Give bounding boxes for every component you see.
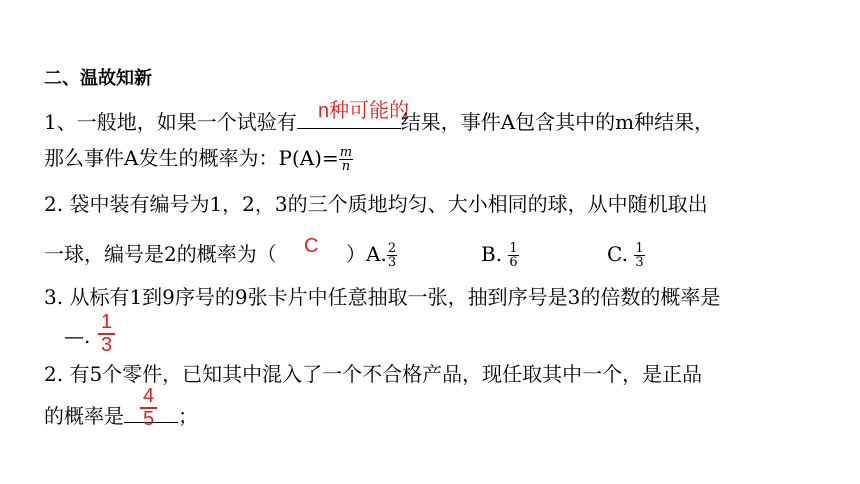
q2-a-num: 2 (387, 241, 397, 256)
q2-b-num: 1 (509, 241, 518, 256)
q2-option-b-fraction (508, 242, 518, 269)
q1-text-post: 结果，事件A包含其中的m种结果， (400, 110, 715, 134)
q4-line2 (44, 402, 198, 430)
q2-line2-text: 一球，编号是2的概率为（ (44, 242, 277, 266)
q2-option-a (346, 240, 397, 269)
section-title: 二、温故知新 (44, 68, 152, 89)
q2-option-c-label: C. (607, 242, 628, 266)
q3-ans-num: 1 (98, 312, 115, 335)
q1-line1 (44, 108, 714, 136)
q4-answer-handwritten (140, 386, 157, 429)
q4-line2-post: ； (178, 404, 198, 428)
q4-line2-text: 的概率是 (44, 404, 124, 428)
q4-answer-fraction (140, 386, 157, 429)
q3-ans-den: 3 (101, 334, 113, 356)
q2-b-den: 6 (509, 255, 518, 270)
q3-line2: —. (64, 324, 91, 348)
q2-answer-handwritten: C (304, 235, 319, 257)
q4-ans-num: 4 (140, 386, 157, 409)
q2-option-a-fraction (387, 242, 397, 269)
q3-line1: 3. 从标有1到9序号的9张卡片中任意抽取一张，抽到序号是3的倍数的概率是 (44, 285, 721, 309)
q1-frac-num: m (339, 145, 353, 160)
q2-option-c (607, 240, 645, 269)
q1-text-pre: 1、一般地，如果一个试验有 (44, 110, 297, 134)
q1-answer-handwritten: n种可能的 (318, 100, 410, 122)
q1-blank (297, 128, 401, 129)
q3-answer-fraction (98, 312, 115, 355)
q2-line2 (44, 240, 277, 268)
q1-line2-text: 那么事件A发生的概率为：P(A)= (44, 146, 339, 170)
q1-fraction (339, 146, 353, 173)
q2-a-den: 3 (387, 255, 397, 270)
q4-line1: 2. 有5个零件，已知其中混入了一个不合格产品，现任取其中一个，是正品 (44, 362, 703, 386)
q2-c-den: 3 (635, 255, 644, 270)
q2-c-num: 1 (635, 241, 644, 256)
q3-answer-handwritten (98, 312, 115, 355)
q1-frac-den: n (341, 159, 351, 174)
q2-line1: 2. 袋中装有编号为1，2，3的三个质地均匀、大小相同的球，从中随机取出 (44, 192, 708, 216)
q2-option-b (481, 240, 519, 269)
q4-ans-den: 5 (143, 408, 155, 430)
q2-option-b-label: B. (481, 242, 503, 266)
q2-option-a-label: ）A. (346, 242, 387, 266)
q1-line2 (44, 144, 353, 173)
q2-option-c-fraction (634, 242, 644, 269)
